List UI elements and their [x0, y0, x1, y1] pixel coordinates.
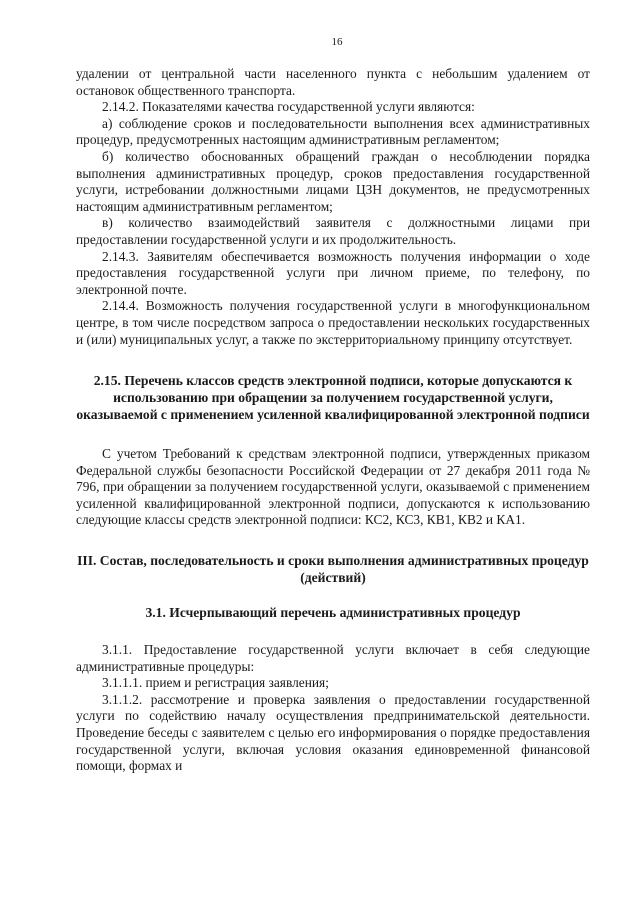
- section-heading-III: III. Состав, последовательность и сроки выполнения административных процедур (действий): [77, 553, 589, 586]
- paragraph-signature-classes: С учетом Требований к средствам электронной подписи, утвержденных приказом Федеральной службы безопасности Российской Федерации от 27 декабря 2011 года № 796, при обращении за получением государственной услуги, оказываемой с применением усиленной квалифицированной электронной подписи, допускаются к использованию следующие классы средств электронной подписи: КС2, КС3, КВ1, КВ2 и КА1.: [76, 446, 590, 528]
- paragraph-item-b: б) количество обоснованных обращений граждан о несоблюдении порядка выполнения административных процедур, сроков предоставления государственной услуги, истребовании должностными лицами ЦЗН документов, не предусмотренных настоящим административным регламентом;: [76, 148, 590, 214]
- paragraph-2-14-2: 2.14.2. Показателями качества государственной услуги являются:: [102, 99, 475, 115]
- section-heading-3-1: 3.1. Исчерпывающий перечень административных процедур: [145, 605, 521, 621]
- paragraph-location: удалении от центральной части населенного пункта с небольшим удалением от остановок общественного транспорта.: [76, 66, 590, 98]
- paragraph-3-1-1-1: 3.1.1.1. прием и регистрация заявления;: [102, 675, 329, 691]
- section-heading-2-15: 2.15. Перечень классов средств электронной подписи, которые допускаются к использованию при обращении за получением государственной услуги, оказываемой с применением усиленной квалифицированной электронной подписи: [76, 373, 590, 423]
- paragraph-3-1-1-2: 3.1.1.2. рассмотрение и проверка заявления о предоставлении государственной услуги по содействию началу осуществления предпринимательской деятельности. Проведение беседы с заявителем с целью его информирования о порядке предоставления государственной услуги, включая условия оказания единовременной финансовой помощи, формах и: [76, 691, 590, 774]
- paragraph-3-1-1: 3.1.1. Предоставление государственной услуги включает в себя следующие административные процедуры:: [76, 642, 590, 674]
- paragraph-2-14-3: 2.14.3. Заявителям обеспечивается возможность получения информации о ходе предоставления государственной услуги при личном приеме, по телефону, по электронной почте.: [76, 248, 590, 297]
- paragraph-item-a: а) соблюдение сроков и последовательности выполнения всех административных процедур, предусмотренных настоящим административным регламентом;: [76, 115, 590, 148]
- paragraph-item-v: в) количество взаимодействий заявителя с должностными лицами при предоставлении государственной услуги и их продолжительность.: [76, 215, 590, 247]
- paragraph-2-14-4: 2.14.4. Возможность получения государственной услуги в многофункциональном центре, в том числе посредством запроса о предоставлении нескольких государственных и (или) муниципальных услуг, а также по экстерриториальному принципу отсутствует.: [76, 298, 590, 347]
- page-number: 16: [331, 36, 343, 48]
